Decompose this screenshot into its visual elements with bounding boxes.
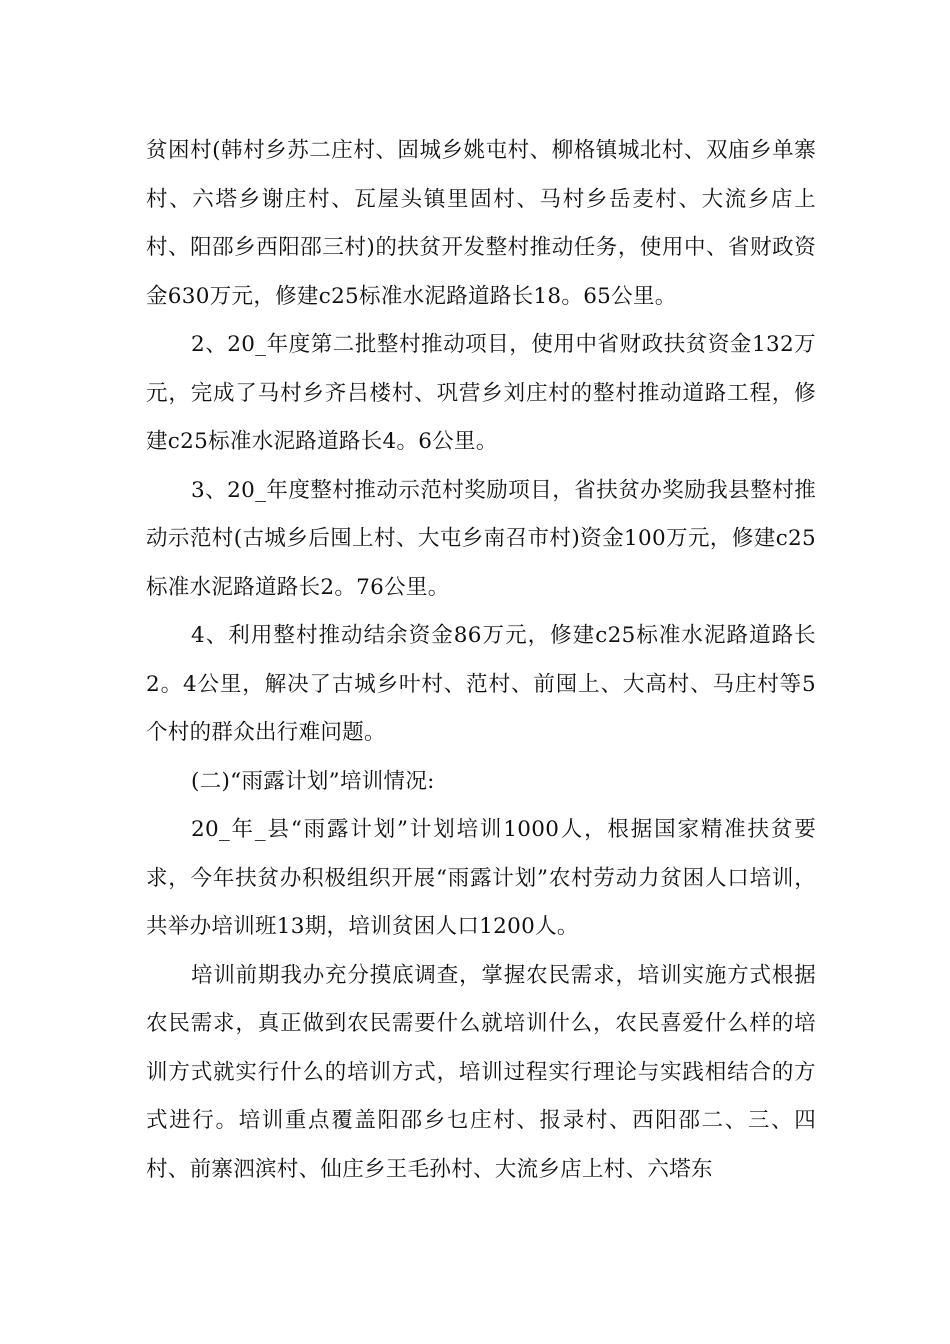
paragraph-6: 20_年_县“雨露计划”计划培训1000人，根据国家精准扶贫要求，今年扶贫办积极组织开展“雨露计划”农村劳动力贫困人口培训，共举办培训班13期，培训贫困人口1200人。 [146, 817, 816, 939]
document-body [146, 127, 816, 1194]
paragraph-4: 4、利用整村推动结余资金86万元，修建c25标准水泥路道路长2。4公里，解决了古城乡叶村、范村、前囤上、大高村、马庄村等5个村的群众出行难问题。 [146, 623, 816, 745]
paragraph-1: 贫困村(韩村乡苏二庄村、固城乡姚屯村、柳格镇城北村、双庙乡单寨村、六塔乡谢庄村、瓦屋头镇里固村、马村乡岳麦村、大流乡店上村、阳邵乡西阳邵三村)的扶贫开发整村推动任务，使用中、省财政资金630万元，修建c25标准水泥路道路长18。65公里。 [146, 138, 816, 309]
paragraph-7: 培训前期我办充分摸底调查，掌握农民需求，培训实施方式根据农民需求，真正做到农民需要什么就培训什么，农民喜爱什么样的培训方式就实行什么的培训方式，培训过程实行理论与实践相结合的方式进行。培训重点覆盖阳邵乡乜庄村、报录村、西阳邵二、三、四村、前寨泗滨村、仙庄乡王毛孙村、大流乡店上村、六塔东 [146, 962, 816, 1182]
paragraph-2: 2、20_年度第二批整村推动项目，使用中省财政扶贫资金132万元，完成了马村乡齐吕楼村、巩营乡刘庄村的整村推动道路工程，修建c25标准水泥路道路长4。6公里。 [146, 332, 816, 454]
section-heading-yulu-plan: (二)“雨露计划”培训情况: [191, 768, 435, 794]
paragraph-3: 3、20_年度整村推动示范村奖励项目，省扶贫办奖励我县整村推动示范村(古城乡后囤上村、大屯乡南召市村)资金100万元，修建c25标准水泥路道路长2。76公里。 [146, 477, 816, 600]
